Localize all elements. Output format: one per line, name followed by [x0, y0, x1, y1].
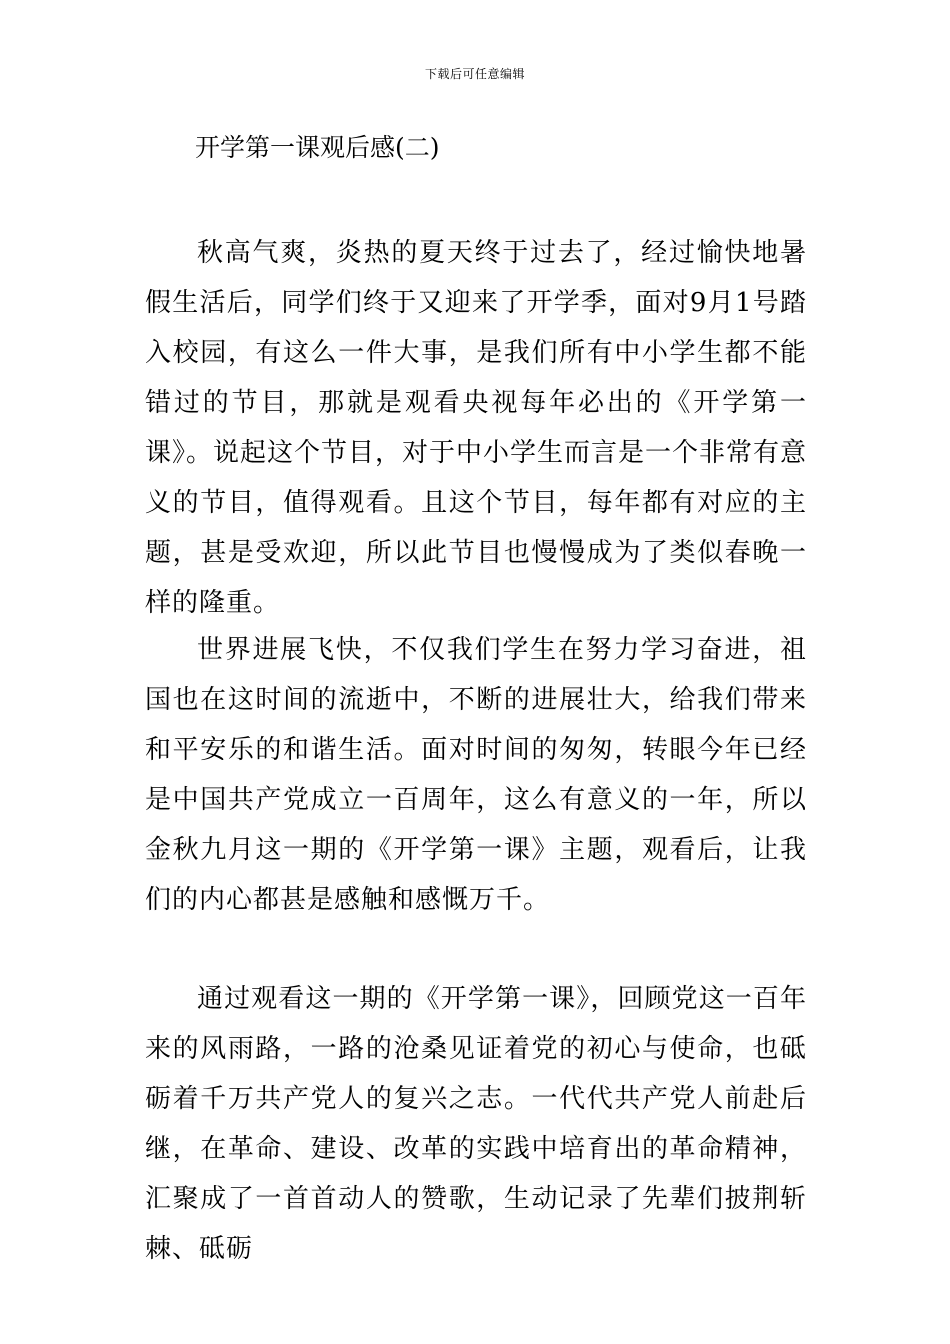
paragraph-2: 世界进展飞快，不仅我们学生在努力学习奋进，祖国也在这时间的流逝中，不断的进展壮大，给我们带来和平安乐的和谐生活。面对时间的匆匆，转眼今年已经是中国共产党成立一百周年，这么有意义的一年，所以金秋九月这一期的《开学第一课》主题，观看后，让我们的内心都甚是感触和感慨万千。	[145, 635, 807, 915]
header-note: 下载后可任意编辑	[424, 67, 525, 81]
paragraph-3: 通过观看这一期的《开学第一课》，回顾党这一百年来的风雨路，一路的沧桑见证着党的初心与使命，也砥砺着千万共产党人的复兴之志。一代代共产党人前赴后继，在革命、建设、改革的实践中培育出的革命精神，汇聚成了一首首动人的赞歌，生动记录了先辈们披荆斩棘、砥砺	[145, 984, 807, 1264]
paragraph-1: 秋高气爽，炎热的夏天终于过去了，经过愉快地暑假生活后，同学们终于又迎来了开学季，面对9月1号踏入校园，有这么一件大事，是我们所有中小学生都不能错过的节目，那就是观看央视每年必出的《开学第一课》。说起这个节目，对于中小学生而言是一个非常有意义的节目，值得观看。且这个节目，每年都有对应的主题，甚是受欢迎，所以此节目也慢慢成为了类似春晚一样的隆重。	[145, 238, 808, 618]
document-title: 开学第一课观后感(二)	[195, 133, 440, 162]
